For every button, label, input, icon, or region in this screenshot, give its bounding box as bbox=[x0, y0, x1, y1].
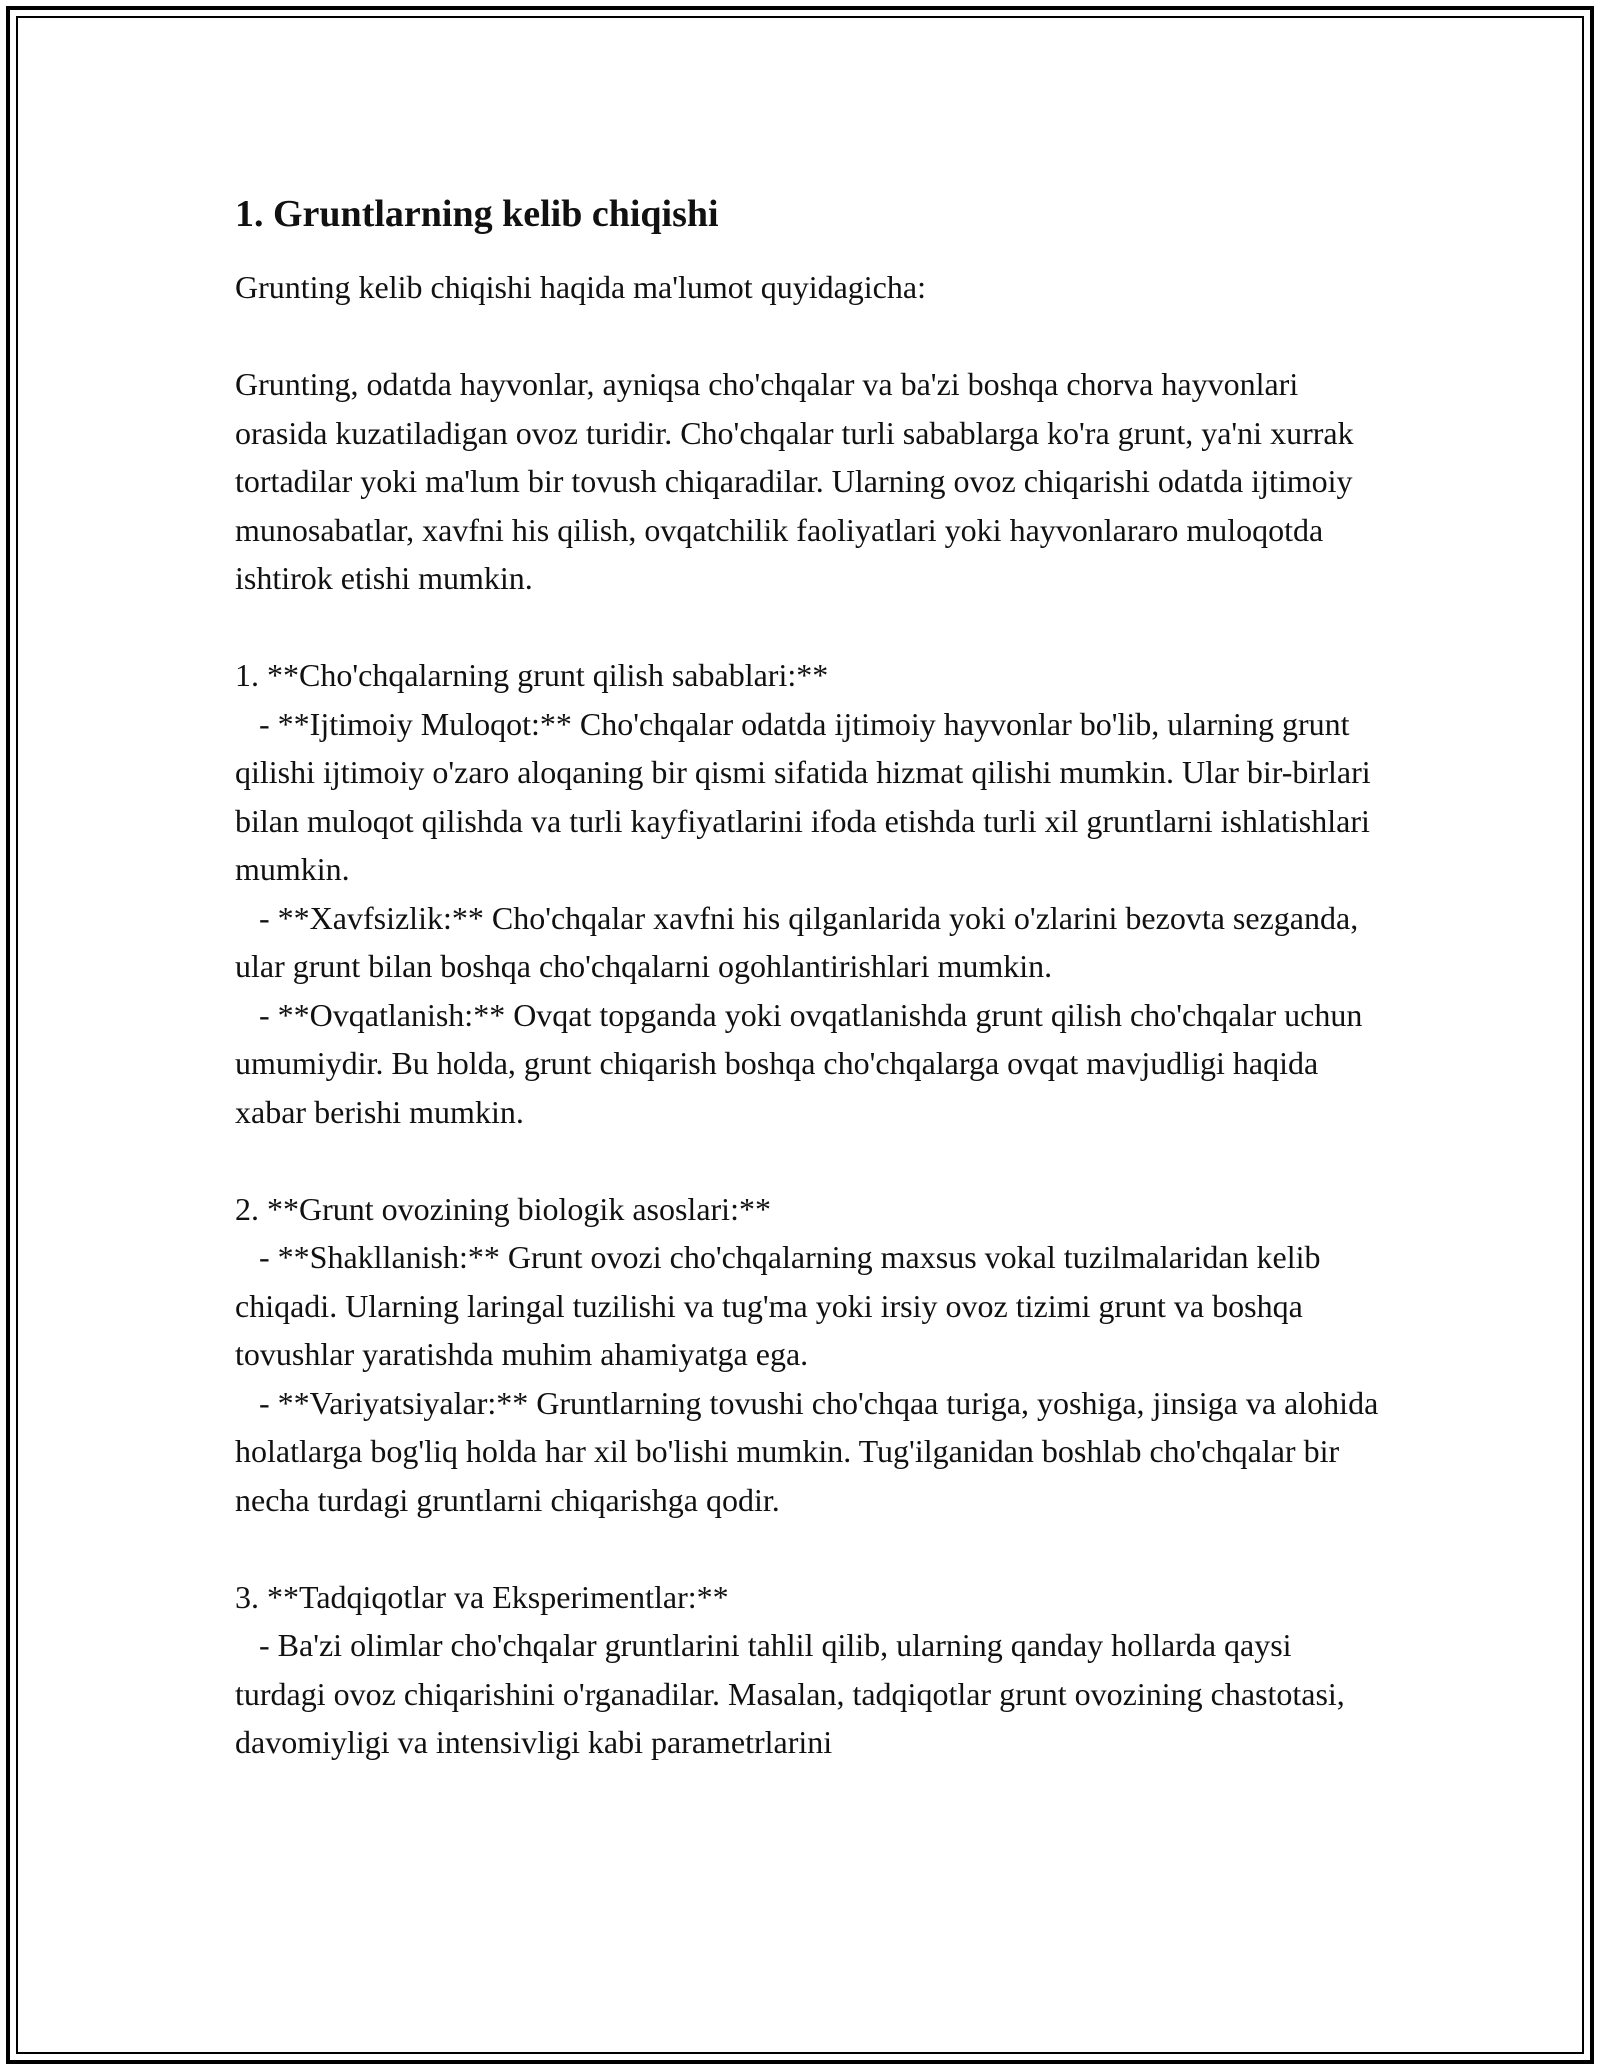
list-heading: 3. **Tadqiqotlar va Eksperimentlar:** bbox=[235, 1578, 729, 1615]
list-item: - **Xavfsizlik:** Cho'chqalar xavfni his qilganlarida yoki o'zlarini bezovta sezganda, ular grunt bilan boshqa cho'chqalarni ogohlantirishlari mumkin. bbox=[235, 899, 1367, 984]
list-item: - **Variyatsiyalar:** Gruntlarning tovushi cho'chqaa turiga, yoshiga, jinsiga va alohida holatlarga bog'liq holda har xil bo'lishi mumkin. Tug'ilganidan boshlab cho'chqalar bir necha turdagi gruntlarni chiqarishga qodir. bbox=[235, 1384, 1387, 1518]
spacer bbox=[235, 312, 1380, 361]
spacer bbox=[235, 1524, 1380, 1573]
document-body bbox=[235, 183, 1387, 1767]
list-item: - **Shakllanish:** Grunt ovozi cho'chqalarning maxsus vokal tuzilmalaridan kelib chiqadi. Ularning laringal tuzilishi va tug'ma yoki irsiy ovoz tizimi grunt va boshqa tovushlar yaratishda muhim ahamiyatga ega. bbox=[235, 1239, 1329, 1372]
list-item: - **Ijtimoiy Muloqot:** Cho'chqalar odatda ijtimoiy hayvonlar bo'lib, ularning grunt qilishi ijtimoiy o'zaro aloqaning bir qismi sifatida hizmat qilishi mumkin. Ular bir-birlari bilan muloqot qilishda va turli kayfiyatlarini ifoda etishda turli xil gruntlarni ishlatishlari mumkin. bbox=[235, 705, 1379, 887]
section-heading: 1. Gruntlarning kelib chiqishi bbox=[235, 193, 719, 235]
list-item: - Ba'zi olimlar cho'chqalar gruntlarini tahlil qilib, ularning qanday hollarda qaysi turdagi ovoz chiqarishini o'rganadilar. Masalan, tadqiqotlar grunt ovozining chastotasi, davomiyligi va intensivligi kabi parametrlarini bbox=[235, 1627, 1353, 1760]
intro-paragraph: Grunting, odatda hayvonlar, ayniqsa cho'chqalar va ba'zi boshqa chorva hayvonlari orasida kuzatiladigan ovoz turidir. Cho'chqalar turli sabablarga ko'ra grunt, ya'ni xurrak tortadilar yoki ma'lum bir tovush chiqaradilar. Ularning ovoz chiqarishi odatda ijtimoiy munosabatlar, xavfni his qilish, ovqatchilik faoliyatlari yoki hayvonlararo muloqotda ishtirok etishi mumkin. bbox=[235, 366, 1362, 596]
list-heading: 2. **Grunt ovozining biologik asoslari:** bbox=[235, 1190, 771, 1227]
spacer bbox=[235, 603, 1380, 652]
spacer bbox=[235, 1136, 1380, 1185]
intro-line: Grunting kelib chiqishi haqida ma'lumot quyidagicha: bbox=[235, 269, 926, 305]
list-heading: 1. **Cho'chqalarning grunt qilish sabablari:** bbox=[235, 657, 829, 693]
list-item: - **Ovqatlanish:** Ovqat topganda yoki ovqatlanishda grunt qilish cho'chqalar uchun umumiydir. Bu holda, grunt chiqarish boshqa cho'chqalarga ovqat mavjudligi haqida xabar berishi mumkin. bbox=[235, 996, 1371, 1130]
